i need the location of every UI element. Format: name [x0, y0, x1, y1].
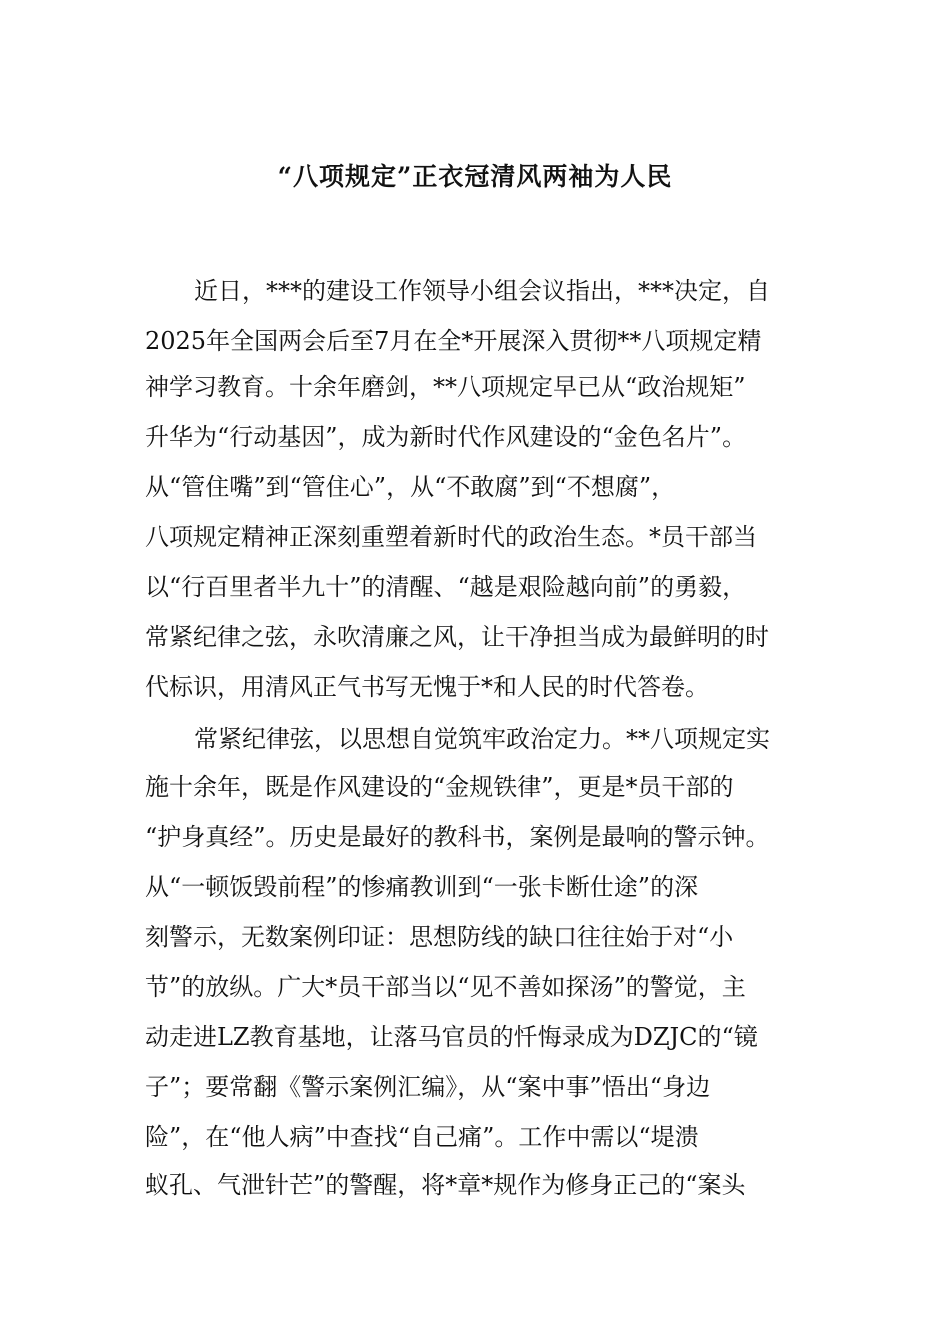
paragraph-line: 常紧纪律弦，以思想自觉筑牢政治定力。**八项规定实 — [194, 725, 770, 753]
paragraph-line: 施十余年，既是作风建设的“金规铁律”，更是*员干部的 — [145, 773, 734, 801]
paragraph-line: 常紧纪律之弦，永吹清廉之风，让干净担当成为最鲜明的时 — [145, 623, 769, 651]
paragraph-line: 代标识，用清风正气书写无愧于*和人民的时代答卷。 — [145, 673, 709, 701]
paragraph-line: 从“一顿饭毁前程”的惨痛教训到“一张卡断仕途”的深 — [145, 873, 699, 901]
paragraph-line: 从“管住嘴”到“管住心”，从“不敢腐”到“不想腐”， — [145, 473, 676, 501]
paragraph-line: 八项规定精神正深刻重塑着新时代的政治生态。*员干部当 — [145, 523, 757, 551]
paragraph-line: 升华为“行动基因”，成为新时代作风建设的“金色名片”。 — [145, 423, 747, 451]
paragraph-line: 神学习教育。十余年磨剑，**八项规定早已从“政治规矩” — [145, 373, 746, 401]
paragraph-line: 刻警示，无数案例印证：思想防线的缺口往往始于对“小 — [145, 923, 734, 951]
paragraph-line: “护身真经”。历史是最好的教科书，案例是最响的警示钟。 — [145, 823, 770, 851]
paragraph-line: 节”的放纵。广大*员干部当以“见不善如探汤”的警觉，主 — [145, 973, 746, 1001]
paragraph-line: 动走进LZ教育基地，让落马官员的忏悔录成为DZJC的“镜 — [145, 1023, 758, 1051]
paragraph-line: 2025年全国两会后至7月在全*开展深入贯彻**八项规定精 — [145, 327, 762, 355]
paragraph-line: 蚁孔、气泄针芒”的警醒，将*章*规作为修身正己的“案头 — [145, 1171, 746, 1199]
paragraph-line: 以“行百里者半九十”的清醒、“越是艰险越向前”的勇毅， — [145, 573, 747, 601]
paragraph-line: 险”，在“他人病”中查找“自己痛”。工作中需以“堤溃 — [145, 1123, 699, 1151]
document-title: “八项规定”正衣冠清风两袖为人民 — [277, 162, 673, 191]
paragraph-line: 近日，***的建设工作领导小组会议指出，***决定，自 — [194, 277, 770, 305]
paragraph-line: 子”；要常翻《警示案例汇编》，从“案中事”悟出“身边 — [145, 1073, 711, 1101]
